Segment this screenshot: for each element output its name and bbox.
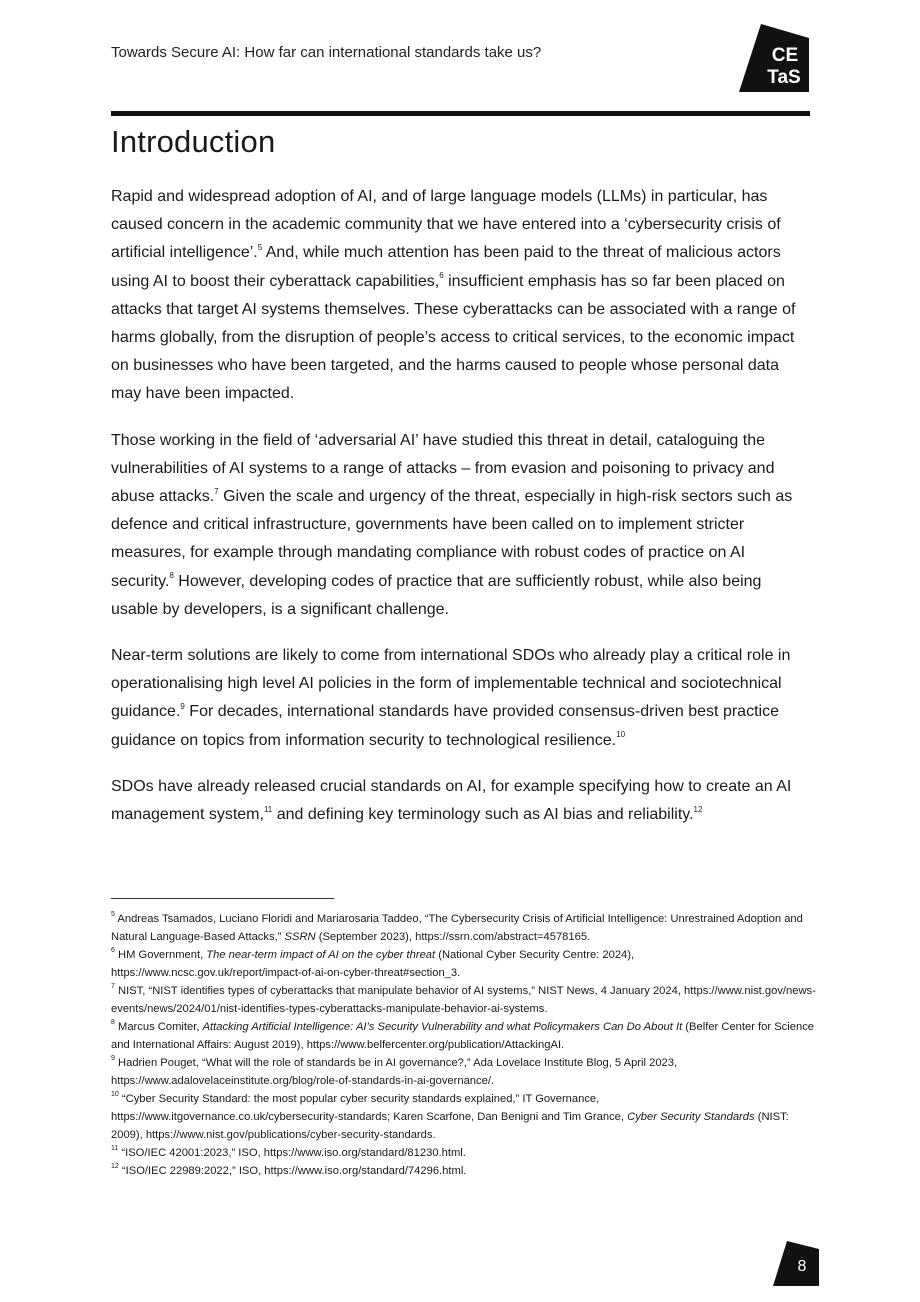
footnote-11: $^{11}$ “ISO/IEC 42001:2023,” ISO, https://www.iso.org/standard/81230.html. [111, 1145, 466, 1159]
page-number: 8 [797, 1258, 807, 1275]
footnote-7: $^7$ NIST, “NIST identifies types of cyberattacks that manipulate behavior of AI systems,” NIST News, 4 January 2024, https://www.nist.gov/news-events/news/2024/01/nist-identifies-types-cyberattacks-manipulate-behavior-ai-systems. [111, 983, 816, 1015]
footnote-12: $^{12}$ “ISO/IEC 22989:2022,” ISO, https://www.iso.org/standard/74296.html. [111, 1163, 467, 1177]
paragraph-3: Near-term solutions are likely to come from international SDOs who already play a critical role in operationalising high level AI policies in the form of implementable technical and sociotechnical guidance.$^9$ For decades, international standards have provided consensus-driven best practice guidance on topics from information security to technological resilience.$^{10}$ [111, 647, 791, 749]
footnote-ref[interactable]: 10 [616, 730, 626, 740]
document-title: Towards Secure AI: How far can international standards take us? [111, 44, 542, 61]
footnote-ref[interactable]: 6 [439, 271, 444, 281]
footnote-ref[interactable]: 7 [214, 486, 219, 496]
section-heading: Introduction [111, 124, 276, 159]
footnote-9: $^9$ Hadrien Pouget, “What will the role of standards be in AI governance?,” Ada Lovelace Institute Blog, 5 April 2023, https://www.adalovelaceinstitute.org/blog/role-of-standards-in-ai-governance/. [111, 1055, 678, 1087]
logo-text-top: CE [771, 45, 799, 66]
footnote-ref[interactable]: 8 [169, 571, 174, 581]
cetas-logo [739, 24, 809, 94]
paragraph-1: Rapid and widespread adoption of AI, and of large language models (LLMs) in particular, has caused concern in the academic community that we have entered into a ‘cybersecurity crisis of artificial intelligence’.$^5$ And, while much attention has been paid to the threat of malicious actors using AI to boost their cyberattack capabilities,$^6$ insufficient emphasis has so far been placed on attacks that target AI systems themselves. These cyberattacks can be associated with a range of harms globally, from the disruption of people’s access to critical services, to the economic impact on businesses who have been targeted, and the harms caused to people whose personal data may have been impacted. [111, 188, 796, 403]
footnote-ref[interactable]: 11 [263, 804, 273, 814]
footnote-ref[interactable]: 5 [257, 243, 263, 253]
body-text [111, 183, 811, 847]
footnote-10: $^{10}$ “Cyber Security Standard: the most popular cyber security standards explained,” IT Governance, https://www.itgovernance.co.uk/cybersecurity-standards; Karen Scarfone, Dan Benigni and Tim Grance, Cyber Security Standards (NIST: 2009), https://www.nist.gov/publications/cyber-security-standards. [111, 1091, 789, 1141]
logo-text-bottom: TaS [767, 67, 801, 88]
footnote-divider [111, 898, 334, 899]
footnote-8: $^8$ Marcus Comiter, Attacking Artificial Intelligence: AI’s Security Vulnerability and what Policymakers Can Do About It (Belfer Center for Science and International Affairs: August 2019), https://www.belfercenter.org/publication/AttackingAI. [111, 1019, 815, 1051]
footnotes [111, 910, 816, 1180]
paragraph-4: SDOs have already released crucial standards on AI, for example specifying how to create an AI management system,$^{11}$ and defining key terminology such as AI bias and reliability.$^{12}$ [111, 777, 792, 824]
paragraph-2: Those working in the field of ‘adversarial AI’ have studied this threat in detail, cataloguing the vulnerabilities of AI systems to a range of attacks – from evasion and poisoning to privacy and abuse attacks.$^7$ Given the scale and urgency of the threat, especially in high-risk sectors such as defence and critical infrastructure, governments have been called on to implement stricter measures, for example through mandating compliance with robust codes of practice on AI security.$^8$ However, developing codes of practice that are sufficiently robust, while also being usable by developers, is a significant challenge. [111, 431, 793, 618]
footnote-5: $^5$ Andreas Tsamados, Luciano Floridi and Mariarosaria Taddeo, “The Cybersecurity Crisis of Artificial Intelligence: Unrestrained Adoption and Natural Language-Based Attacks,” SSRN (September 2023), https://ssrn.com/abstract=4578165. [111, 911, 803, 943]
header-rule [111, 111, 810, 116]
footnote-6: $^6$ HM Government, The near-term impact of AI on the cyber threat (National Cyber Security Centre: 2024), https://www.ncsc.gov.uk/report/impact-of-ai-on-cyber-threat#section_3. [111, 947, 635, 979]
footnote-ref[interactable]: 9 [180, 702, 185, 712]
footnote-ref[interactable]: 12 [693, 804, 703, 814]
